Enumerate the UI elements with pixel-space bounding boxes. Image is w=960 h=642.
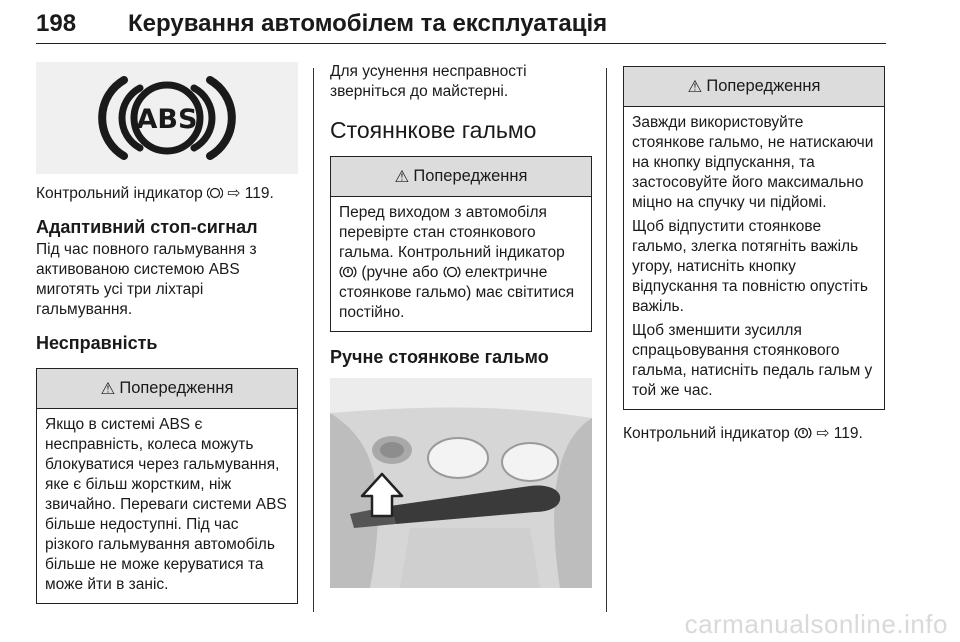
parking-brake-icon (794, 426, 812, 440)
warning-header: ⚠ Попередження (37, 369, 297, 409)
workshop-intro: Для усунення несправності зверніться до майстерні. (330, 63, 527, 100)
warning-triangle-icon: ⚠ (100, 379, 116, 398)
warning-paragraph-2: Щоб відпустити стоянкове гальмо, злегка потягніть важіль угору, натисніть кнопку відпускання та повністю опустіть важіль. (632, 218, 868, 315)
warning-header: ⚠ Попередження (331, 157, 591, 197)
warning-paragraph-1: Завжди використовуйте стоянкове гальмо, не натискаючи на кнопку відпускання, та застосовуйте його максимально міцно на спучку чи підйомі. (632, 114, 874, 211)
abs-mini-icon (207, 186, 223, 200)
fault-heading: Несправність (36, 333, 158, 353)
warning-body: Якщо в системі ABS є несправність, колеса можуть блокуватися через гальмування, яке є більш жорстким, ніж звичайно. Переваги системи ABS більше недоступні. Під час різкого гальмування автомобіль більше не може керуватися та може йти в заніс. (45, 416, 287, 593)
column-2 (330, 62, 592, 588)
abs-warning-icon (36, 62, 298, 174)
handbrake-illustration (330, 378, 592, 588)
warning-box-parking (330, 156, 592, 332)
warning-body (624, 107, 884, 409)
column-divider-2 (606, 68, 607, 612)
brake-indicator-ref[interactable]: 119. (833, 425, 863, 442)
manual-brake-heading: Ручне стоянкове гальмо (330, 347, 549, 367)
chapter-title: Керування автомобілем та експлуатація (128, 10, 608, 37)
adaptive-body: Під час повного гальмування з активованою системою ABS миготять усі три ліхтарі гальмування. (36, 241, 257, 318)
warning-box-abs (36, 368, 298, 604)
page-number: 198 (36, 10, 77, 37)
warning-body: Перед виходом з автомобіля перевірте стан стоянкового гальма. Контрольний індикатор (ручне або електричне стоянкове гальмо) має світитися постійно. (339, 204, 575, 321)
warning-box-release (623, 66, 885, 410)
warning-paragraph-3: Щоб зменшити зусилля спрацьовування стоянкового гальма, натисніть педаль гальм у той же час. (632, 322, 873, 399)
column-divider-1 (313, 68, 314, 612)
column-1 (36, 62, 298, 604)
svg-text:ABS: ABS (136, 104, 198, 135)
abs-indicator-ref[interactable]: 119. (244, 185, 274, 202)
handbrake-lever-photo (330, 378, 592, 588)
brake-indicator-line: Контрольний індикатор ⇨ 119. (623, 425, 863, 442)
page-header (36, 6, 886, 44)
page-ref-arrow-icon: ⇨ (227, 185, 241, 202)
abs-figure (36, 62, 298, 174)
page-ref-arrow-icon: ⇨ (816, 425, 830, 442)
warning-header: ⚠ Попередження (624, 67, 884, 107)
warning-triangle-icon: ⚠ (687, 77, 703, 96)
adaptive-heading: Адаптивний стоп-сигнал (36, 217, 258, 237)
parking-brake-icon (339, 265, 357, 279)
watermark: carmanualsonline.info (684, 609, 948, 639)
warning-triangle-icon: ⚠ (394, 167, 410, 186)
electric-parking-brake-icon (443, 265, 461, 279)
column-3 (623, 62, 885, 444)
abs-indicator-line: Контрольний індикатор ⇨ 119. (36, 185, 274, 202)
parking-brake-heading: Стояннкове гальмо (330, 117, 537, 143)
